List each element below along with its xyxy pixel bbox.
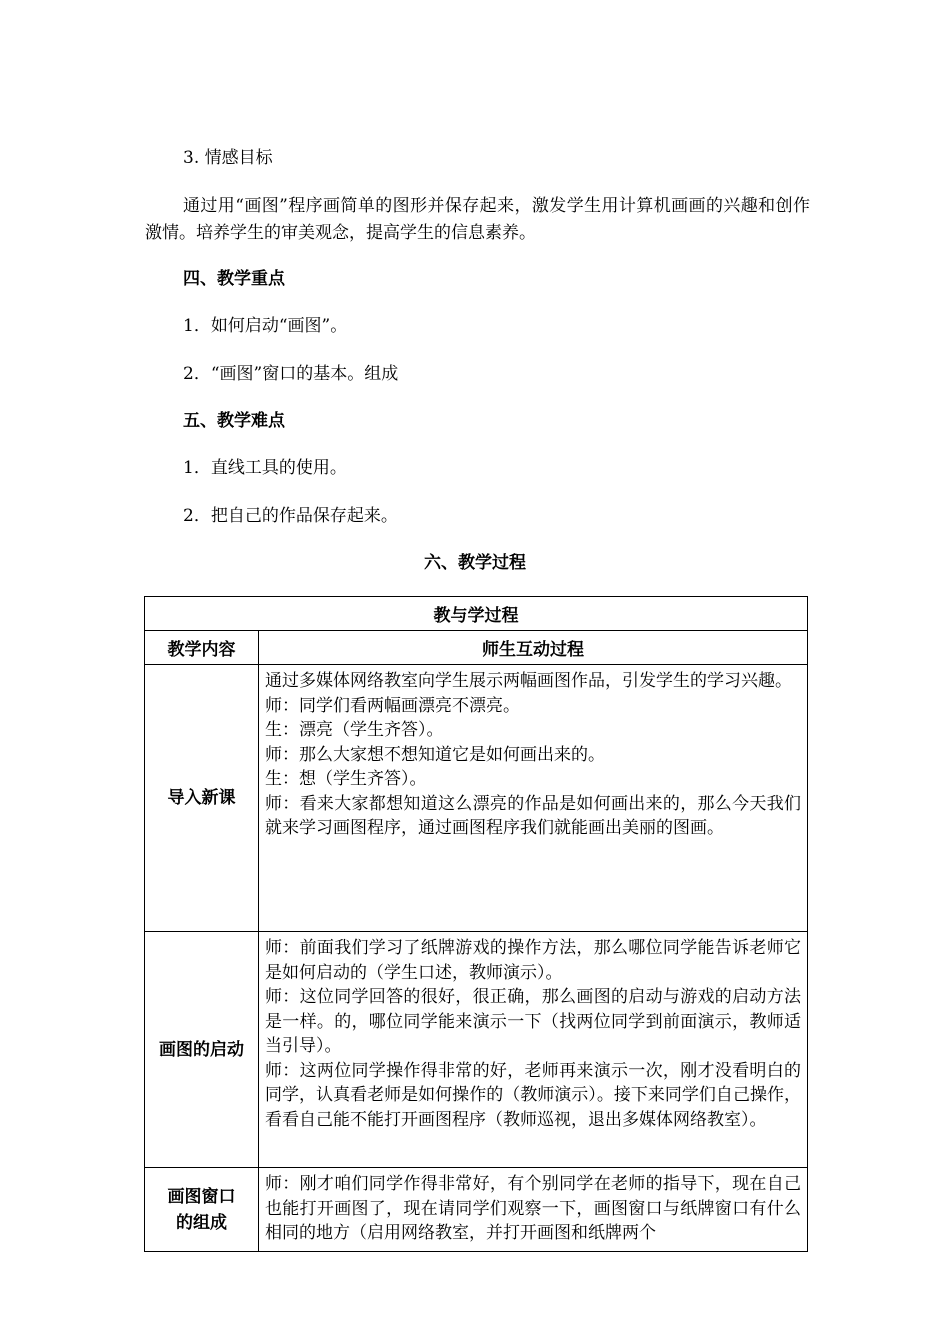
- table-row: [145, 665, 808, 932]
- key-point-item: 1．如何启动“画图”。: [183, 316, 348, 336]
- content-line: 师：同学们看两幅画漂亮不漂亮。: [265, 695, 520, 716]
- table-title: 教与学过程: [145, 597, 808, 631]
- content-line: 师：刚才咱们同学作得非常好，有个别同学在老师的指导下，现在自己也能打开画图了，现在请同学们观察一下，画图窗口与纸牌窗口有什么相同的地方（启用网络教室，并打开画图和纸牌两个: [265, 1174, 801, 1243]
- column-header: 师生互动过程: [259, 631, 808, 665]
- key-point-item: 2．“画图”窗口的基本。组成: [183, 364, 399, 384]
- difficult-point-item: 2．把自己的作品保存起来。: [183, 506, 398, 526]
- content-line: 师：那么大家想不想知道它是如何画出来的。: [265, 744, 605, 765]
- table-header-row: [145, 631, 808, 665]
- content-line: 通过多媒体网络教室向学生展示两幅画图作品，引发学生的学习兴趣。: [265, 671, 792, 691]
- content-line: 生：想（学生齐答）。: [265, 769, 427, 789]
- content-line: 师：看来大家都想知道这么漂亮的作品是如何画出来的，那么今天我们就来学习画图程序，通过画图程序我们就能画出美丽的图画。: [265, 793, 801, 838]
- row-content: [259, 665, 808, 932]
- row-content: [259, 932, 808, 1168]
- content-line: 生：漂亮（学生齐答）。: [265, 720, 444, 740]
- key-points-heading: 四、教学重点: [183, 269, 285, 289]
- emotion-goal-heading: 3. 情感目标: [183, 148, 273, 168]
- content-line: 师：前面我们学习了纸牌游戏的操作方法，那么哪位同学能告诉老师它是如何启动的（学生口述，教师演示）。: [265, 938, 801, 983]
- row-label-line: 的组成: [176, 1212, 227, 1233]
- row-label-line: 画图窗口: [167, 1186, 236, 1207]
- column-header: 教学内容: [145, 631, 259, 665]
- content-line: 师：这两位同学操作得非常的好，老师再来演示一次，刚才没看明白的同学，认真看老师是如何操作的（教师演示）。接下来同学们自己操作，看看自己能不能打开画图程序（教师巡视，退出多媒体网络教室）。: [265, 1060, 801, 1130]
- row-label: 导入新课: [145, 665, 259, 932]
- difficult-points-heading: 五、教学难点: [183, 411, 285, 431]
- table-title-row: [145, 597, 808, 631]
- content-line: 师：这位同学回答的很好，很正确，那么画图的启动与游戏的启动方法是一样。的，哪位同学能来演示一下（找两位同学到前面演示，教师适当引导）。: [265, 987, 801, 1056]
- row-label: 画图的启动: [145, 932, 259, 1168]
- difficult-point-item: 1．直线工具的使用。: [183, 458, 347, 478]
- row-content: [259, 1168, 808, 1252]
- process-heading: 六、教学过程: [424, 553, 526, 573]
- process-table: [144, 596, 808, 1252]
- emotion-goal-paragraph: 通过用“画图”程序画简单的图形并保存起来，激发学生用计算机画画的兴趣和创作激情。培养学生的审美观念，提高学生的信息素养。: [145, 196, 810, 243]
- table-row: [145, 932, 808, 1168]
- row-label: [145, 1168, 259, 1252]
- table-row: [145, 1168, 808, 1252]
